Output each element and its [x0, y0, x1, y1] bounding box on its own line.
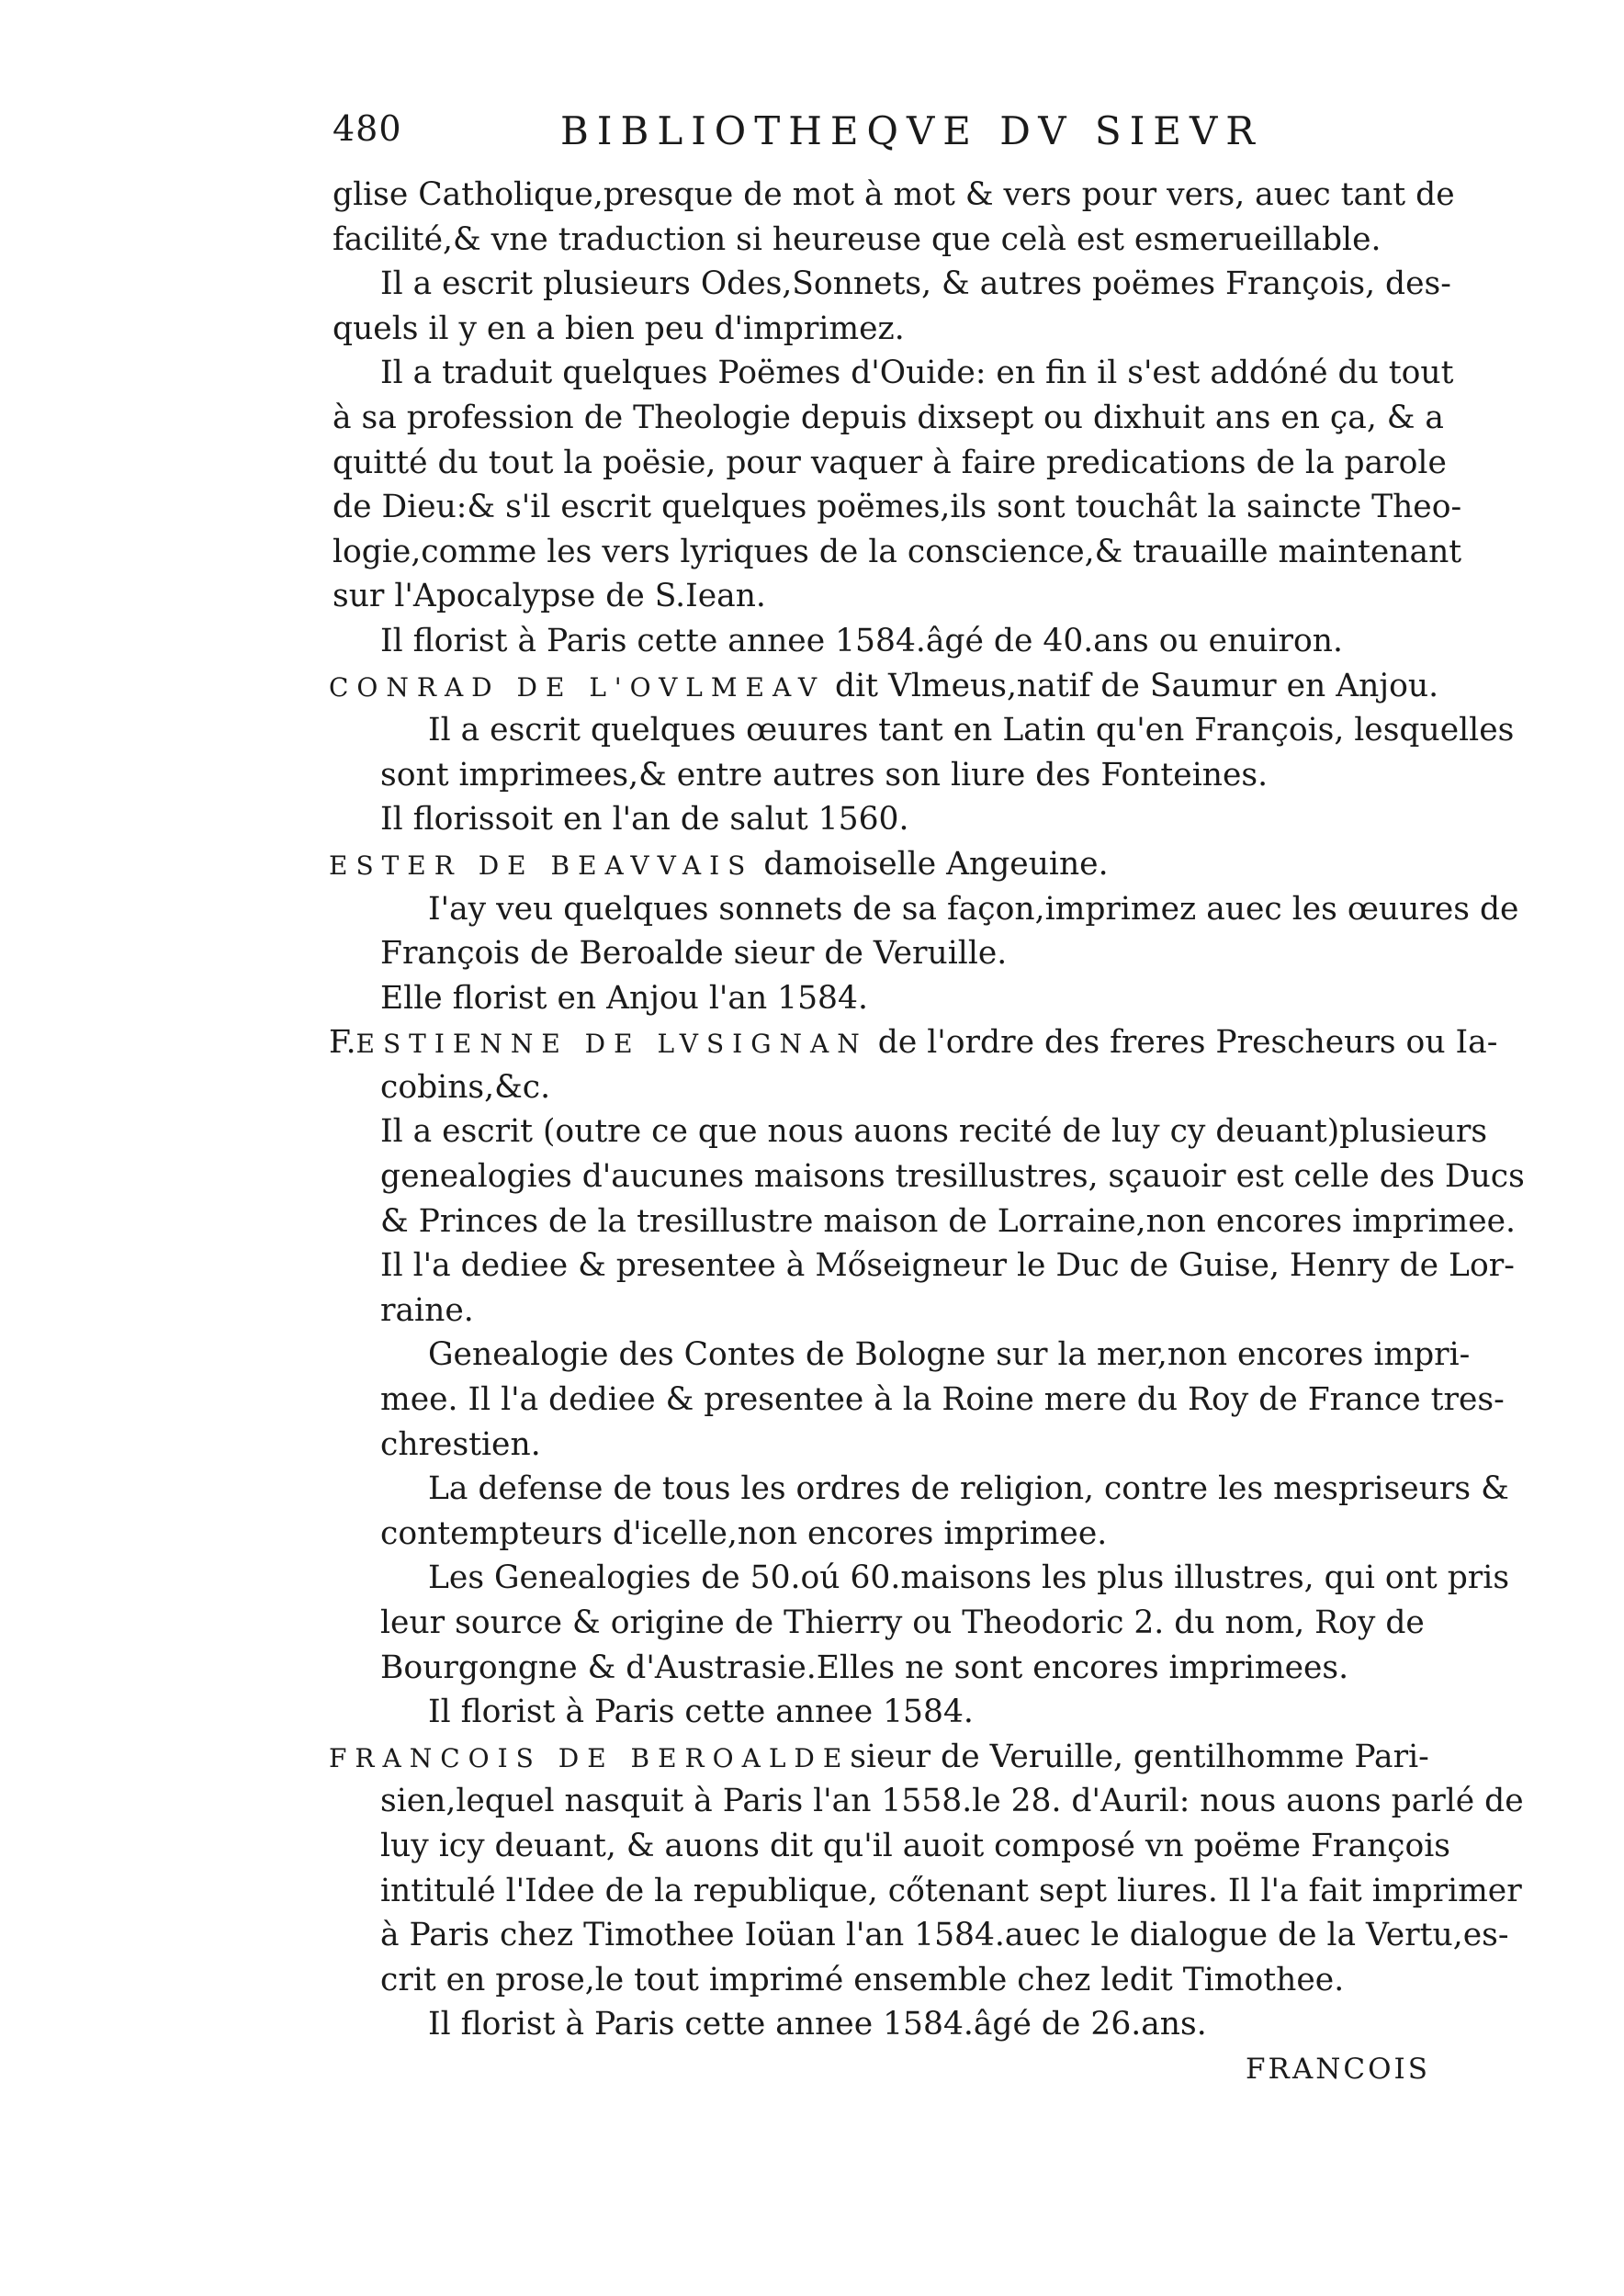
heading-text: sieur de Veruille, gentilhomme Pari-	[850, 1738, 1429, 1775]
text-line: chrestien.	[380, 1425, 541, 1463]
catchword: FRANCOIS	[1246, 2052, 1430, 2086]
text-line: glise Catholique,presque de mot à mot & vers pour vers, auec tant de	[333, 176, 1455, 213]
heading-prefix: F.	[329, 1024, 356, 1062]
text-line: Il florist à Paris cette annee 1584.âgé de 40.ans ou enuiron.	[380, 622, 1343, 659]
entry-heading-ester	[329, 842, 1430, 887]
page-header	[0, 108, 1624, 163]
author-name: CONRAD DE L'OVLMEAV	[329, 671, 826, 703]
text-line: logie,comme les vers lyriques de la conscience,& trauaille maintenant	[333, 533, 1462, 570]
author-name: FRANCOIS DE BEROALDE	[329, 1742, 851, 1773]
text-line: Il florist à Paris cette annee 1584.	[428, 1694, 974, 1731]
text-line: leur source & origine de Thierry ou Theodoric 2. du nom, Roy de	[380, 1604, 1425, 1641]
text-line: genealogies d'aucunes maisons tresillustres, sçauoir est celle des Ducs	[380, 1158, 1525, 1196]
text-line: quels il y en a bien peu d'imprimez.	[333, 310, 905, 347]
text-line: luy icy deuant, & auons dit qu'il auoit composé vn poëme François	[380, 1827, 1450, 1864]
catchword-line	[333, 2047, 1430, 2092]
heading-text: dit Vlmeus,natif de Saumur en Anjou.	[825, 667, 1439, 704]
page-number: 480	[333, 108, 402, 149]
entry-heading-estienne	[329, 1020, 1498, 1065]
text-line: à Paris chez Timothee Ioüan l'an 1584.auec le dialogue de la Vertu,es-	[380, 1917, 1509, 1954]
heading-text: de l'ordre des freres Prescheurs ou Ia-	[867, 1024, 1498, 1062]
author-name: ESTIENNE DE LVSIGNAN	[355, 1029, 868, 1060]
text-line: Il florist à Paris cette annee 1584.âgé de 26.ans.	[428, 2006, 1207, 2043]
author-name: ESTER DE BEAVVAIS	[329, 850, 754, 881]
entry-heading-conrad	[329, 664, 1439, 709]
text-line: Il a escrit quelques œuures tant en Latin qu'en François, lesquelles	[428, 712, 1515, 749]
text-line: Elle florist en Anjou l'an 1584.	[380, 979, 868, 1017]
text-line: Les Genealogies de 50.oú 60.maisons les plus illustres, qui ont pris	[428, 1559, 1510, 1597]
text-line: de Dieu:& s'il escrit quelques poëmes,ils sont touchât la saincte Theo-	[333, 489, 1462, 526]
text-line: sur l'Apocalypse de S.Iean.	[333, 578, 766, 615]
text-body	[329, 173, 1525, 2092]
text-line: I'ay veu quelques sonnets de sa façon,imprimez auec les œuures de	[428, 890, 1519, 928]
text-line: crit en prose,le tout imprimé ensemble chez ledit Timothee.	[380, 1961, 1345, 1998]
text-line: Il a escrit plusieurs Odes,Sonnets, & autres poëmes François, des-	[380, 265, 1451, 303]
entry-heading-francois	[329, 1735, 1430, 1780]
text-line: Il a traduit quelques Poëmes d'Ouide: en fin il s'est addóné du tout	[380, 355, 1454, 392]
text-line: François de Beroalde sieur de Veruille.	[380, 935, 1008, 973]
text-line: cobins,&c.	[380, 1068, 551, 1106]
text-line: facilité,& vne traduction si heureuse que celà est esmerueillable.	[333, 220, 1382, 258]
text-line: contempteurs d'icelle,non encores imprimee.	[380, 1514, 1108, 1552]
text-line: intitulé l'Idee de la republique, cőtenant sept liures. Il l'a fait imprimer	[380, 1872, 1522, 1909]
text-line: sont imprimees,& entre autres son liure des Fonteines.	[380, 756, 1269, 793]
heading-text: damoiselle Angeuine.	[753, 845, 1109, 883]
text-line: quitté du tout la poësie, pour vaquer à faire predications de la parole	[333, 444, 1447, 481]
text-line: Genealogie des Contes de Bologne sur la mer,non encores impri-	[428, 1336, 1471, 1374]
text-line: Il florissoit en l'an de salut 1560.	[380, 801, 909, 838]
text-line: mee. Il l'a dediee & presentee à la Roine mere du Roy de France tres-	[380, 1381, 1505, 1419]
text-line: raine.	[380, 1291, 474, 1329]
text-line: Bourgongne & d'Austrasie.Elles ne sont encores imprimees.	[380, 1649, 1349, 1686]
text-line: Il a escrit (outre ce que nous auons recité de luy cy deuant)plusieurs	[380, 1113, 1488, 1151]
text-line: à sa profession de Theologie depuis dixsept ou dixhuit ans en ça, & a	[333, 399, 1444, 436]
text-line: Il l'a dediee & presentee à Mőseigneur le Duc de Guise, Henry de Lor-	[380, 1247, 1515, 1285]
text-line: & Princes de la tresillustre maison de Lorraine,non encores imprimee.	[380, 1202, 1517, 1240]
running-title: BIBLIOTHEQVE DV SIEVR	[560, 108, 1263, 153]
text-line: La defense de tous les ordres de religion, contre les mespriseurs &	[428, 1470, 1509, 1508]
text-line: sien,lequel nasquit à Paris l'an 1558.le 28. d'Auril: nous auons parlé de	[380, 1783, 1524, 1820]
